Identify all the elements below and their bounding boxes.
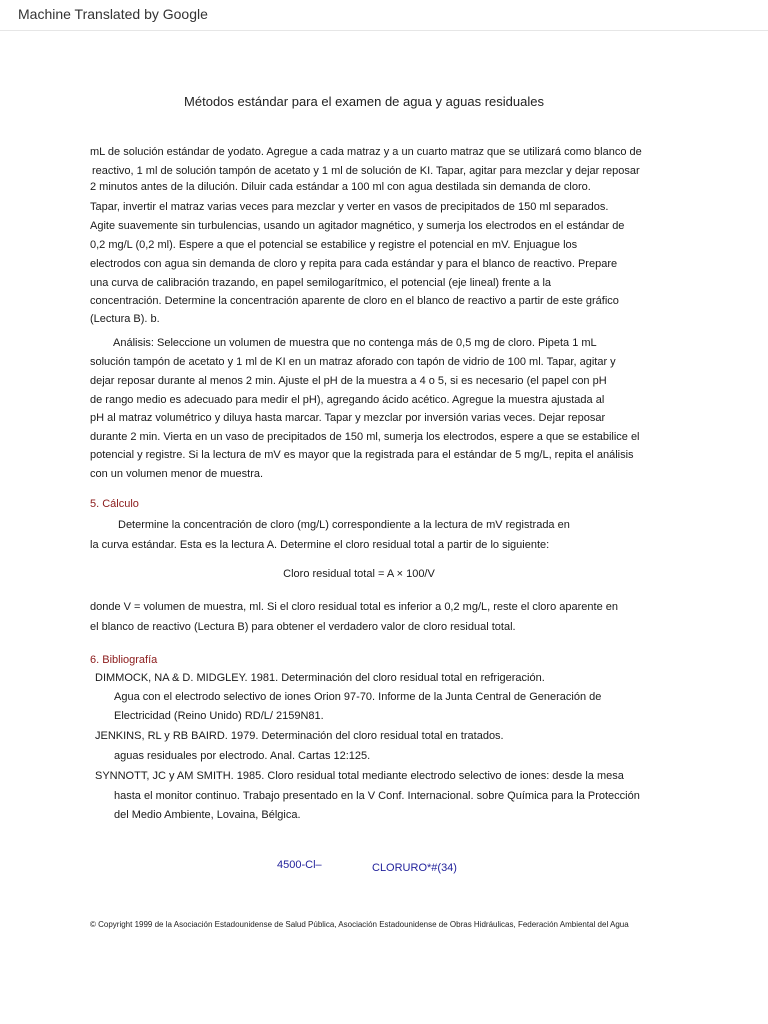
text-line: el blanco de reactivo (Lectura B) para obtener el verdadero valor de cloro residual total. (90, 621, 516, 633)
formula: Cloro residual total = A × 100/V (283, 568, 435, 580)
reference-line: DIMMOCK, NA & D. MIDGLEY. 1981. Determinación del cloro residual total en refrigeración. (95, 672, 545, 684)
reference-line: del Medio Ambiente, Lovaina, Bélgica. (114, 809, 301, 821)
text-line: Análisis: Seleccione un volumen de muestra que no contenga más de 0,5 mg de cloro. Pipeta 1 mL (113, 337, 597, 349)
reference-line: aguas residuales por electrodo. Anal. Cartas 12:125. (114, 750, 371, 762)
text-line: solución tampón de acetato y 1 ml de KI en un matraz aforado con tapón de vidrio de 100 ml. Tapar, agitar y (90, 356, 616, 368)
text-line: dejar reposar durante al menos 2 min. Ajuste el pH de la muestra a 4 o 5, si es necesario (el papel con pH (90, 375, 607, 387)
reference-line: hasta el monitor continuo. Trabajo presentado en la V Conf. Internacional. sobre Química para la Protección (114, 790, 640, 802)
text-line: durante 2 min. Vierta en un vaso de precipitados de 150 ml, sumerja los electrodos, espere a que se estabilice el (90, 431, 640, 443)
text-line: Tapar, invertir el matraz varias veces para mezclar y verter en vasos de precipitados de 150 ml separados. (90, 201, 609, 213)
text-line: 2 minutos antes de la dilución. Diluir cada estándar a 100 ml con agua destilada sin demanda de cloro. (90, 181, 591, 193)
machine-translated-label: Machine Translated by Google (18, 6, 208, 22)
reference-line: Electricidad (Reino Unido) RD/L/ 2159N81. (114, 710, 324, 722)
text-line: de rango medio es adecuado para medir el pH), agregando ácido acético. Agregue la muestra ajustada al (90, 394, 605, 406)
text-line: donde V = volumen de muestra, ml. Si el cloro residual total es inferior a 0,2 mg/L, reste el cloro aparente en (90, 601, 618, 613)
text-line: 0,2 mg/L (0,2 ml). Espere a que el potencial se estabilice y registre el potencial en mV. Enjuague los (90, 239, 578, 251)
text-line: con un volumen menor de muestra. (90, 468, 264, 480)
text-line: pH al matraz volumétrico y diluya hasta marcar. Tapar y mezclar por inversión varias veces. Dejar reposar (90, 412, 606, 424)
text-line: Determine la concentración de cloro (mg/L) correspondiente a la lectura de mV registrada en (118, 519, 570, 531)
method-id: 4500-Cl– (277, 859, 322, 871)
reference-line: SYNNOTT, JC y AM SMITH. 1985. Cloro residual total mediante electrodo selectivo de iones: desde la mesa (95, 770, 624, 782)
section-title-next: CLORURO*#(34) (372, 862, 457, 874)
text-line: Agite suavemente sin turbulencias, usando un agitador magnético, y sumerja los electrodos en el estándar de (90, 220, 625, 232)
document-title: Métodos estándar para el examen de agua y aguas residuales (184, 94, 544, 109)
text-line: potencial y registre. Si la lectura de mV es mayor que la registrada para el estándar de 5 mg/L, repita el análisis (90, 449, 634, 461)
text-line: mL de solución estándar de yodato. Agregue a cada matraz y a un cuarto matraz que se utilizará como blanco de (90, 146, 642, 158)
text-line: reactivo, 1 ml de solución tampón de acetato y 1 ml de solución de KI. Tapar, agitar para mezclar y dejar reposar (92, 165, 640, 177)
text-line: concentración. Determine la concentración aparente de cloro en el blanco de reactivo a partir de este gráfico (90, 295, 619, 307)
reference-line: JENKINS, RL y RB BAIRD. 1979. Determinación del cloro residual total en tratados. (95, 730, 504, 742)
section-heading-calculo: 5. Cálculo (90, 498, 139, 510)
reference-line: Agua con el electrodo selectivo de iones Orion 97-70. Informe de la Junta Central de Generación de (114, 691, 602, 703)
text-line: electrodos con agua sin demanda de cloro y repita para cada estándar y para el blanco de reactivo. Prepare (90, 258, 618, 270)
text-line: (Lectura B). b. (90, 313, 160, 325)
copyright-notice: © Copyright 1999 de la Asociación Estadounidense de Salud Pública, Asociación Estadounidense de Obras Hidráulicas, Federación Ambiental del Agua (90, 920, 629, 929)
text-line: la curva estándar. Esta es la lectura A. Determine el cloro residual total a partir de lo siguiente: (90, 539, 550, 551)
text-line: una curva de calibración trazando, en papel semilogarítmico, el potencial (eje lineal) frente a la (90, 277, 552, 289)
section-heading-bibliografia: 6. Bibliografía (90, 654, 158, 666)
